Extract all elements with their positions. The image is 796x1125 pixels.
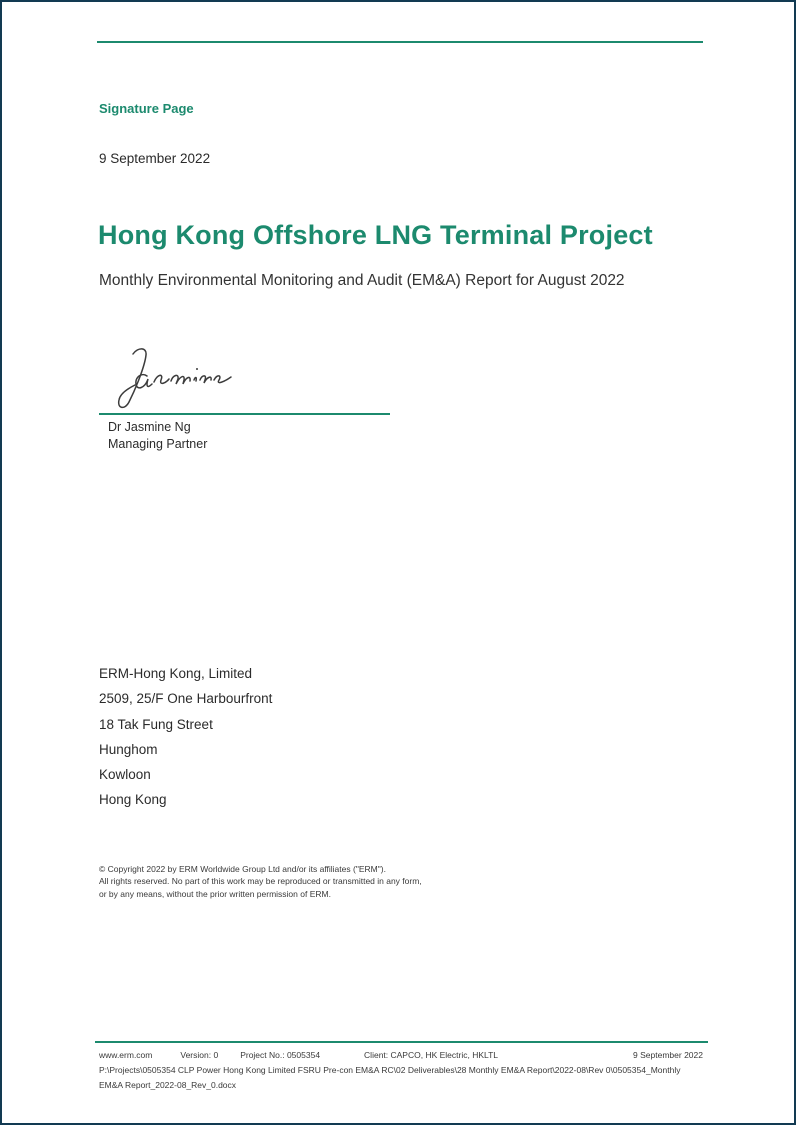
header-rule xyxy=(97,41,703,43)
footer-website: www.erm.com xyxy=(99,1050,153,1060)
address-line-suite: 2509, 25/F One Harbourfront xyxy=(99,691,273,707)
footer-rule xyxy=(95,1041,708,1043)
address-line-company: ERM-Hong Kong, Limited xyxy=(99,666,253,681)
document-date: 9 September 2022 xyxy=(99,151,211,166)
address-line-street: 18 Tak Fung Street xyxy=(99,716,213,732)
address-line-region: Kowloon xyxy=(99,767,151,783)
address-line-district: Hunghom xyxy=(99,741,158,757)
document-subtitle: Monthly Environmental Monitoring and Audit (EM&A) Report for August 2022 xyxy=(99,272,625,289)
copyright-notice xyxy=(99,863,422,900)
signatory-role: Managing Partner xyxy=(108,437,208,451)
footer-file-path: P:\Projects\0505354 CLP Power Hong Kong Limited FSRU Pre-con EM&A RC\02 Deliverables\28 Monthly EM&A Report\2022-08\Rev 0\0505354_Monthly EM&A Report_2022-08_Rev_0.docx xyxy=(99,1065,681,1090)
handwritten-signature-image xyxy=(100,344,235,412)
section-label: Signature Page xyxy=(99,101,194,116)
footer-date: 9 September 2022 xyxy=(633,1050,703,1060)
copyright-line: All rights reserved. No part of this work may be reproduced or transmitted in any form, xyxy=(99,876,422,887)
page-footer xyxy=(99,1050,703,1060)
signature-rule xyxy=(99,413,390,415)
footer-version: Version: 0 xyxy=(180,1050,219,1060)
copyright-line: or by any means, without the prior written permission of ERM. xyxy=(99,888,331,899)
address-line-territory: Hong Kong xyxy=(99,792,167,808)
address-block xyxy=(99,666,272,818)
document-title: Hong Kong Offshore LNG Terminal Project xyxy=(98,220,653,250)
footer-client: Client: CAPCO, HK Electric, HKLTL xyxy=(364,1050,499,1060)
footer-project-number: Project No.: 0505354 xyxy=(240,1050,321,1060)
signatory-name: Dr Jasmine Ng xyxy=(108,420,191,434)
copyright-line: © Copyright 2022 by ERM Worldwide Group Ltd and/or its affiliates ("ERM"). xyxy=(99,864,386,874)
